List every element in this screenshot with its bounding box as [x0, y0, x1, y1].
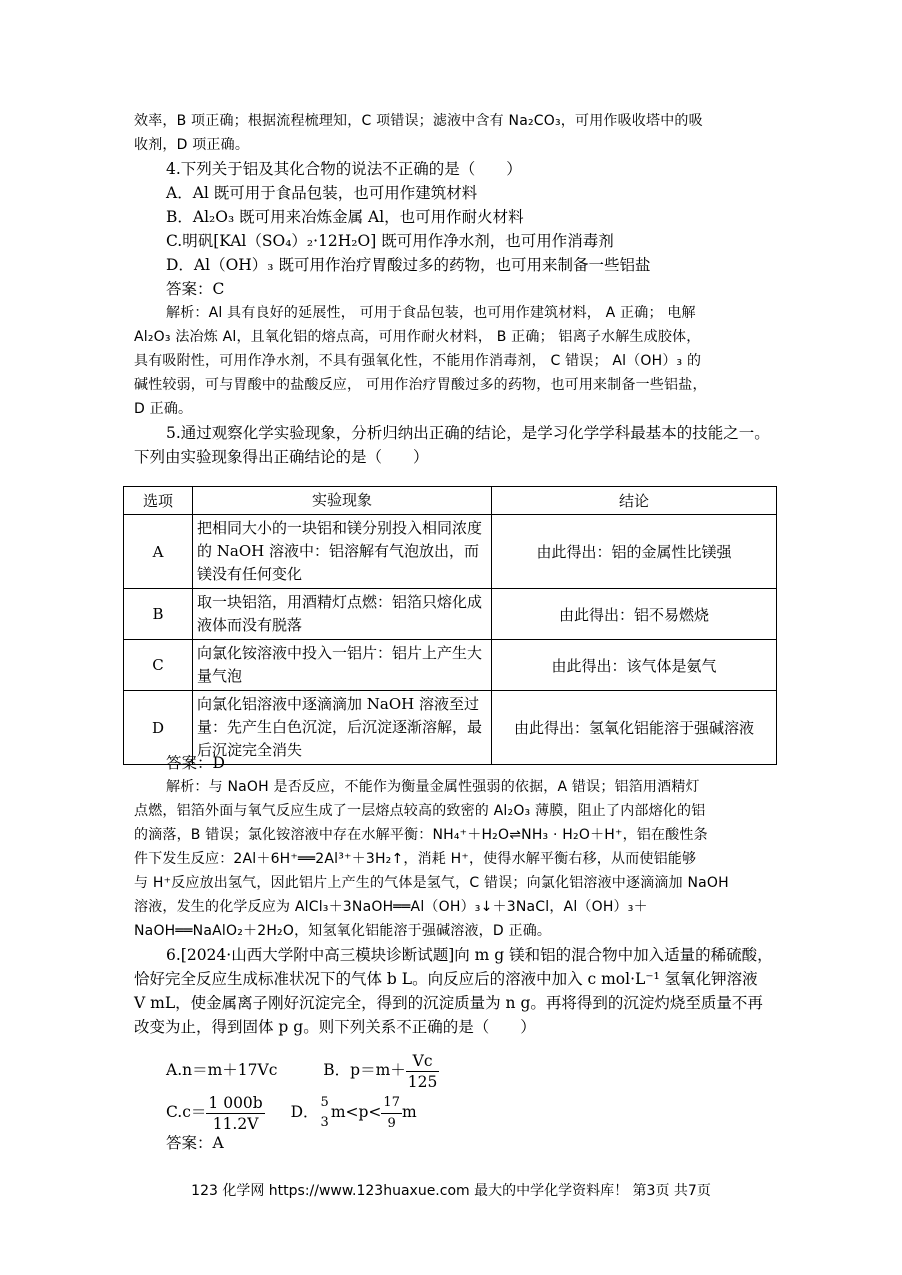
question-5-explanation: NaOH══NaAlO₂＋2H₂O，知氢氧化铝能溶于强碱溶液，D 正确。 — [134, 923, 552, 939]
question-6-stem: V mL，使金属离子刚好沉淀完全，得到的沉淀质量为 n g。再将得到的沉淀灼烧至质量不再 — [134, 994, 763, 1012]
row-phenomenon: 取一块铝箔，用酒精灯点燃：铝箔只熔化成液体而没有脱落 — [193, 589, 492, 640]
option-c-text: C.c＝ — [166, 1103, 207, 1121]
question-4-stem: 4.下列关于铝及其化合物的说法不正确的是（ ） — [166, 160, 522, 178]
row-phenomenon: 向氯化铝溶液中逐滴滴加 NaOH 溶液至过量：先产生白色沉淀，后沉淀逐渐溶解，最后沉淀完全消失 — [193, 691, 492, 765]
question-5-stem: 下列由实验现象得出正确结论的是（ ） — [134, 448, 429, 466]
question-5-answer: 答案：D — [166, 754, 225, 772]
row-option: B — [124, 589, 193, 640]
question-4-option-b: B．Al₂O₃ 既可用来冶炼金属 Al，也可用作耐火材料 — [166, 208, 524, 226]
question-4-option-a: A．Al 既可用于食品包装，也可用作建筑材料 — [166, 184, 478, 202]
explanation-line: 效率，B 项正确；根据流程梳理知，C 项错误；滤液中含有 Na₂CO₃，可用作吸收塔中的吸 — [134, 113, 703, 129]
question-6-stem: 恰好完全反应生成标准状况下的气体 b L。向反应后的溶液中加入 c mol·L⁻¹ 氢氧化钾溶液 — [134, 970, 758, 988]
question-6-stem: 改变为止，得到固体 p g。则下列关系不正确的是（ ） — [134, 1018, 536, 1036]
question-4-explanation: Al₂O₃ 法冶炼 Al，且氧化铝的熔点高，可用作耐火材料， B 正确； 铝离子水解生成胶体， — [134, 329, 701, 345]
table-row — [124, 515, 777, 589]
explanation-line: 收剂，D 项正确。 — [134, 137, 250, 153]
question-5-explanation: 解析：与 NaOH 是否反应，不能作为衡量金属性强弱的依据，A 错误；铝箔用酒精灯 — [166, 779, 700, 795]
fraction-numerator: Vc — [406, 1051, 440, 1072]
question-5-explanation: 与 H⁺反应放出氢气，因此铝片上产生的气体是氢气，C 错误；向氯化铝溶液中逐滴滴加 NaOH — [134, 875, 729, 891]
row-conclusion: 由此得出：该气体是氨气 — [492, 640, 777, 691]
fraction-numerator: 1 000b — [208, 1093, 263, 1112]
question-4-answer: 答案：C — [166, 280, 225, 298]
question-4-option-c: C.明矾[KAl（SO₄）₂·12H₂O] 既可用作净水剂，也可用作消毒剂 — [166, 232, 614, 250]
fraction-denominator: 9 — [387, 1115, 396, 1131]
question-5-stem: 5.通过观察化学实验现象，分析归纳出正确的结论，是学习化学学科最基本的技能之一。 — [166, 424, 770, 442]
fraction — [381, 1093, 402, 1134]
table-header-row — [124, 487, 777, 515]
question-6-answer: 答案：A — [166, 1134, 224, 1152]
table-row — [124, 589, 777, 640]
option-b-text: B．p＝m＋ — [323, 1061, 406, 1079]
row-phenomenon: 把相同大小的一块铝和镁分别投入相同浓度的 NaOH 溶液中：铝溶解有气泡放出，而镁没有任何变化 — [193, 515, 492, 589]
option-d-text: D． — [290, 1103, 319, 1121]
header-phenomenon: 实验现象 — [193, 487, 492, 515]
fraction — [206, 1093, 264, 1134]
question-4-explanation: 碱性较弱，可与胃酸中的盐酸反应， 可用作治疗胃酸过多的药物，也可用来制备一些铝盐， — [134, 377, 707, 393]
row-option: C — [124, 640, 193, 691]
question-6-options-cd — [166, 1090, 417, 1134]
option-a-text: A.n＝m＋17Vc — [166, 1061, 278, 1079]
question-4-explanation: 解析：Al 具有良好的延展性， 可用于食品包装，也可用作建筑材料， A 正确； 电解 — [166, 305, 696, 321]
header-option: 选项 — [124, 487, 193, 515]
row-conclusion: 由此得出：氢氧化铝能溶于强碱溶液 — [492, 691, 777, 765]
row-option: A — [124, 515, 193, 589]
fraction-numerator: 5 — [320, 1095, 329, 1110]
table-row — [124, 640, 777, 691]
question-4-explanation: 具有吸附性，可用作净水剂，不具有强氧化性，不能用作消毒剂， C 错误； Al（OH）₃ 的 — [134, 353, 702, 369]
row-conclusion: 由此得出：铝不易燃烧 — [492, 589, 777, 640]
fraction-denominator: 3 — [320, 1115, 329, 1130]
question-5-explanation: 的滴落，B 错误；氯化铵溶液中存在水解平衡：NH₄⁺＋H₂O⇌NH₃ · H₂O＋H⁺，铝在酸性条 — [134, 827, 708, 843]
question-4-option-d: D．Al（OH）₃ 既可用作治疗胃酸过多的药物，也可用来制备一些铝盐 — [166, 256, 651, 274]
fraction-denominator: 11.2V — [212, 1114, 259, 1133]
fraction-numerator: 17 — [381, 1093, 402, 1114]
page-footer: 123 化学网 https://www.123huaxue.com 最大的中学化学资料库！ 第3页 共7页 — [191, 1183, 711, 1199]
experiment-table — [123, 486, 777, 765]
row-conclusion: 由此得出：铝的金属性比镁强 — [492, 515, 777, 589]
inequality-text: m<p< — [330, 1103, 382, 1121]
question-6-options-ab — [166, 1048, 439, 1092]
fraction — [319, 1093, 331, 1133]
fraction-denominator: 125 — [407, 1072, 438, 1091]
question-5-explanation: 点燃，铝箔外面与氧气反应生成了一层熔点较高的致密的 Al₂O₃ 薄膜，阻止了内部熔化的铝 — [134, 803, 706, 819]
question-6-stem: 6.[2024·山西大学附中高三模块诊断试题]向 m g 镁和铝的混合物中加入适量的稀硫酸， — [166, 946, 773, 964]
question-5-explanation: 溶液，发生的化学反应为 AlCl₃＋3NaOH══Al（OH）₃↓＋3NaCl，Al（OH）₃＋ — [134, 899, 648, 915]
row-phenomenon: 向氯化铵溶液中投入一铝片：铝片上产生大量气泡 — [193, 640, 492, 691]
header-conclusion: 结论 — [492, 487, 777, 515]
question-5-explanation: 件下发生反应：2Al＋6H⁺══2Al³⁺＋3H₂↑，消耗 H⁺，使得水解平衡右移，从而使铝能够 — [134, 851, 697, 867]
fraction — [406, 1051, 440, 1092]
row-option: D — [124, 691, 193, 765]
inequality-end: m — [401, 1103, 417, 1121]
question-4-explanation: D 正确。 — [134, 401, 193, 417]
